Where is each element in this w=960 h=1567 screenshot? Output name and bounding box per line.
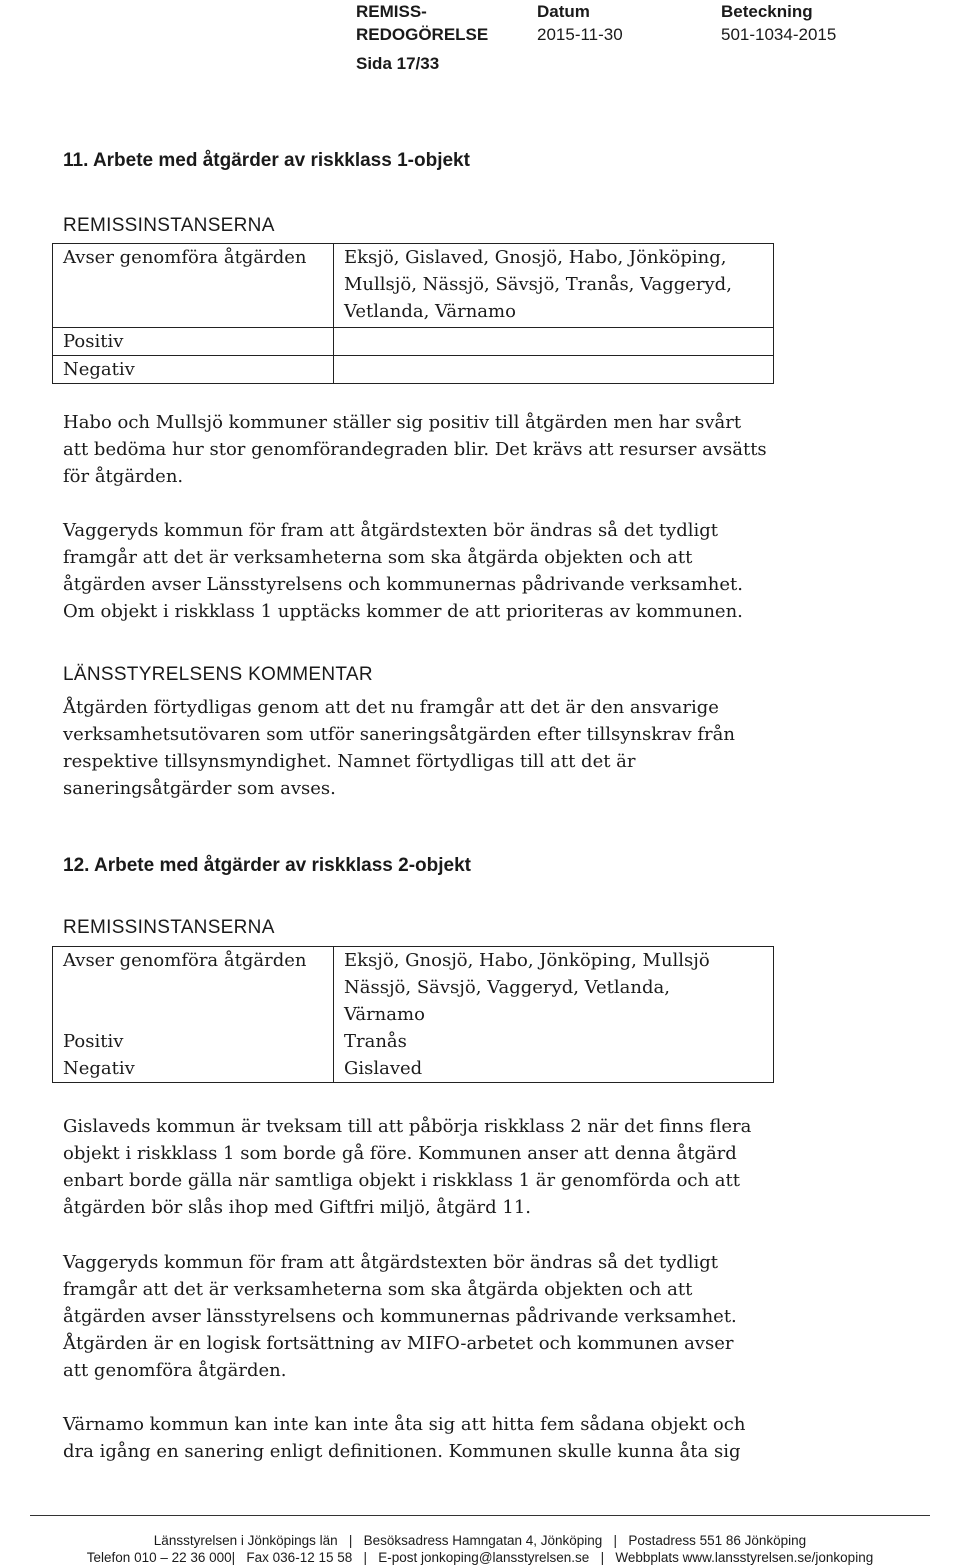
text-line: dra igång en sanering enligt definitionen. Kommunen skulle kunna åta sig bbox=[63, 1441, 741, 1462]
row-label: Avser genomföra åtgärden bbox=[53, 947, 334, 1029]
text-line: enbart borde gälla när samtliga objekt i riskklass 1 är genomförda och att bbox=[63, 1170, 740, 1191]
text-line: Vaggeryds kommun för fram att åtgärdstexten bör ändras så det tydligt bbox=[63, 520, 719, 541]
reference-block bbox=[721, 0, 836, 46]
row-value-line: Eksjö, Gislaved, Gnosjö, Habo, Jönköping, bbox=[344, 247, 727, 268]
text-line: Värnamo kommun kan inte kan inte åta sig att hitta fem sådana objekt och bbox=[63, 1414, 746, 1435]
row-value bbox=[334, 244, 774, 328]
reference-value: 501-1034-2015 bbox=[721, 25, 837, 44]
row-label: Avser genomföra åtgärden bbox=[53, 244, 334, 328]
section-11-comment bbox=[63, 694, 783, 802]
text-line: Habo och Mullsjö kommuner ställer sig positiv till åtgärden men har svårt bbox=[63, 412, 742, 433]
section-11-paragraph-1 bbox=[63, 409, 783, 490]
section-12-paragraph-2 bbox=[63, 1249, 783, 1384]
section-11-table bbox=[52, 243, 774, 384]
row-value-line: Vetlanda, Värnamo bbox=[344, 301, 516, 322]
doc-type-line2: REDOGÖRELSE bbox=[356, 25, 489, 44]
footer-divider bbox=[30, 1515, 930, 1516]
row-label: Negativ bbox=[53, 356, 334, 384]
doc-type-line1: REMISS- bbox=[356, 2, 427, 21]
section-12-table bbox=[52, 946, 774, 1083]
row-value: Tranås bbox=[334, 1028, 774, 1055]
text-line: objekt i riskklass 1 som borde gå före. Kommunen anser att denna åtgärd bbox=[63, 1143, 737, 1164]
date-block bbox=[537, 0, 623, 46]
section-12-heading: 12. Arbete med åtgärder av riskklass 2-objekt bbox=[63, 855, 471, 876]
table-row bbox=[53, 244, 774, 328]
footer-line-2: Telefon 010 – 22 36 000| Fax 036-12 15 58 | E-post jonkoping@lansstyrelsen.se | Webbplats www.lansstyrelsen.se/jonkoping bbox=[86, 1550, 874, 1565]
section-12-remiss-label: REMISSINSTANSERNA bbox=[63, 917, 275, 938]
text-line: verksamhetsutövaren som utför saneringsåtgärden efter tillsynskrav från bbox=[63, 724, 735, 745]
text-line: saneringsåtgärder som avses. bbox=[63, 778, 336, 799]
text-line: Vaggeryds kommun för fram att åtgärdstexten bör ändras så det tydligt bbox=[63, 1252, 719, 1273]
row-value: Gislaved bbox=[334, 1055, 774, 1083]
section-12-paragraph-1 bbox=[63, 1113, 783, 1221]
page-number: Sida 17/33 bbox=[356, 54, 440, 73]
section-11-heading: 11. Arbete med åtgärder av riskklass 1-objekt bbox=[63, 150, 470, 171]
table-row bbox=[53, 947, 774, 1029]
section-11-remiss-label: REMISSINSTANSERNA bbox=[63, 215, 275, 236]
row-value bbox=[334, 356, 774, 384]
text-line: att bedöma hur stor genomförandegraden blir. Det krävs att resurser avsätts bbox=[63, 439, 767, 460]
text-line: Om objekt i riskklass 1 upptäcks kommer de att prioriteras av kommunen. bbox=[63, 601, 743, 622]
date-value: 2015-11-30 bbox=[537, 25, 623, 44]
text-line: framgår att det är verksamheterna som ska åtgärda objekten och att bbox=[63, 1279, 693, 1300]
row-value-line: Nässjö, Sävsjö, Vaggeryd, Vetlanda, bbox=[344, 977, 670, 998]
text-line: att genomföra åtgärden. bbox=[63, 1360, 287, 1381]
date-label: Datum bbox=[537, 2, 590, 21]
doc-type bbox=[356, 0, 488, 46]
text-line: Åtgärden är en logisk fortsättning av MIFO-arbetet och kommunen avser bbox=[63, 1333, 734, 1354]
table-row bbox=[53, 1055, 774, 1083]
row-label: Positiv bbox=[53, 1028, 334, 1055]
row-label: Positiv bbox=[53, 328, 334, 356]
row-value bbox=[334, 947, 774, 1029]
section-11-comment-label: LÄNSSTYRELSENS KOMMENTAR bbox=[63, 664, 373, 685]
row-value-line: Värnamo bbox=[344, 1004, 425, 1025]
footer-line-1: Länsstyrelsen i Jönköpings län | Besöksadress Hamngatan 4, Jönköping | Postadress 551 86 Jönköping bbox=[153, 1533, 807, 1548]
section-11-paragraph-2 bbox=[63, 517, 783, 625]
text-line: respektive tillsynsmyndighet. Namnet förtydligas till att det är bbox=[63, 751, 636, 772]
text-line: framgår att det är verksamheterna som ska åtgärda objekten och att bbox=[63, 547, 693, 568]
text-line: Gislaveds kommun är tveksam till att påbörja riskklass 2 när det finns flera bbox=[63, 1116, 752, 1137]
row-value-line: Mullsjö, Nässjö, Sävsjö, Tranås, Vaggeryd, bbox=[344, 274, 732, 295]
table-row bbox=[53, 1028, 774, 1055]
text-line: Åtgärden förtydligas genom att det nu framgår att det är den ansvarige bbox=[63, 697, 719, 718]
row-value-line: Eksjö, Gnosjö, Habo, Jönköping, Mullsjö bbox=[344, 950, 710, 971]
row-value bbox=[334, 328, 774, 356]
text-line: åtgärden bör slås ihop med Giftfri miljö, åtgärd 11. bbox=[63, 1197, 531, 1218]
table-row bbox=[53, 328, 774, 356]
text-line: åtgärden avser Länsstyrelsens och kommunernas pådrivande verksamhet. bbox=[63, 574, 743, 595]
text-line: åtgärden avser länsstyrelsens och kommunernas pådrivande verksamhet. bbox=[63, 1306, 737, 1327]
table-row bbox=[53, 356, 774, 384]
row-label: Negativ bbox=[53, 1055, 334, 1083]
text-line: för åtgärden. bbox=[63, 466, 184, 487]
section-12-paragraph-3 bbox=[63, 1411, 783, 1465]
reference-label: Beteckning bbox=[721, 2, 813, 21]
